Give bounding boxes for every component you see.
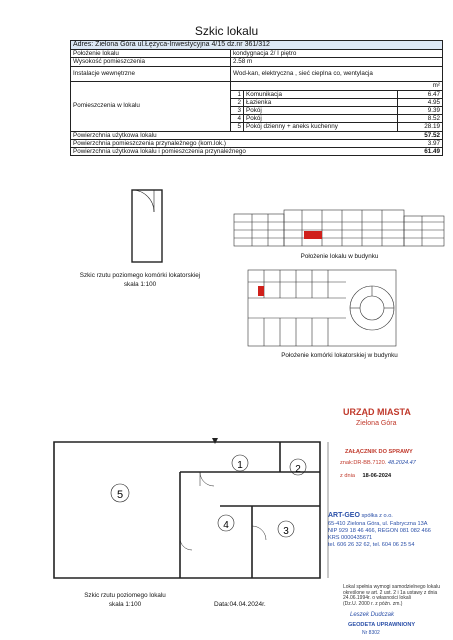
company-stamp bbox=[328, 512, 450, 549]
info-label: Instalacje wewnętrzne bbox=[71, 66, 231, 81]
room-name: Łazienka bbox=[244, 98, 398, 106]
info-value: 2.58 m bbox=[231, 58, 443, 66]
surveyor-note-line: (Dz.U. 2000 r. z późn. zm.) bbox=[343, 600, 403, 607]
surveyor-name: Leszek Dudczak bbox=[350, 612, 395, 618]
total-label: Powierzchnia użytkowa lokalu i pomieszczenia przynależnego bbox=[73, 148, 246, 156]
total-row bbox=[71, 139, 443, 147]
total-value: 57.52 bbox=[424, 131, 440, 139]
total-label: Powierzchnia pomieszczenia przynależnego (kom.lok.) bbox=[73, 139, 226, 147]
company-address: 65-410 Zielona Góra, ul. Fabryczna 13A bbox=[328, 520, 428, 527]
unit-position-marker bbox=[304, 231, 322, 239]
room-label-3: 3 bbox=[283, 526, 289, 537]
document-title: Szkic lokalu bbox=[194, 24, 259, 38]
attachment-date-row bbox=[340, 473, 391, 479]
room-number: 5 bbox=[231, 123, 244, 131]
room-name: Pokój bbox=[244, 106, 398, 114]
unit-info-table bbox=[70, 40, 443, 156]
room-label-5: 5 bbox=[116, 489, 124, 501]
info-row bbox=[71, 58, 443, 66]
info-row bbox=[71, 50, 443, 58]
room-row bbox=[231, 123, 442, 131]
room-area: 8.52 bbox=[398, 115, 443, 123]
company-name: ART-GEO bbox=[328, 512, 360, 519]
surveyor-title: GEODETA UPRAWNIONY bbox=[348, 622, 416, 628]
surveyor-note bbox=[343, 585, 448, 607]
company-suffix: spółka z o.o. bbox=[361, 513, 393, 519]
room-name: Pokój bbox=[244, 115, 398, 123]
room-number: 4 bbox=[231, 115, 244, 123]
building-elevation bbox=[232, 208, 447, 248]
info-value: kondygnacja 2/ I piętro bbox=[231, 50, 443, 58]
info-label: Położenie lokalu bbox=[71, 50, 231, 58]
room-label-2: 2 bbox=[295, 464, 301, 475]
unit-label: m² bbox=[432, 81, 440, 89]
address-row bbox=[71, 41, 443, 50]
total-value: 3.97 bbox=[427, 139, 440, 147]
building-position-caption: Położenie lokalu w budynku bbox=[300, 253, 379, 260]
room-area: 28.19 bbox=[398, 123, 443, 131]
room-name: Pokój dzienny + aneks kuchenny bbox=[244, 123, 398, 131]
room-row bbox=[231, 90, 442, 98]
room-row bbox=[231, 115, 442, 123]
info-value: Wod-kan, elektryczna , sieć cieplna co, wentylacja bbox=[231, 66, 443, 81]
room-label-1: 1 bbox=[237, 460, 243, 471]
surveyor-note-line: 24.06.1994r. o własności lokali bbox=[343, 595, 411, 601]
company-ids: NIP 929 18 46 466, REGON 081 082 466 bbox=[328, 527, 431, 534]
address-cell: Adres: Zielona Góra ul.Łężyca-Inwestycyjna 4/15 dz.nr 361/312 bbox=[71, 41, 443, 50]
unit-floor-plan bbox=[40, 438, 340, 596]
total-label: Powierzchnia użytkowa lokalu bbox=[73, 131, 157, 139]
info-label: Wysokość pomieszczenia bbox=[71, 58, 231, 66]
surveyor-note-line: określone w art. 2 ust. 2 i 1a ustawy z dnia bbox=[343, 589, 438, 596]
plan-sketch-scale: skala 1:100 bbox=[108, 601, 142, 608]
attachment-case-number bbox=[340, 460, 416, 466]
attachment-case-handwritten: 48.2024.47 bbox=[387, 460, 416, 466]
room-row bbox=[231, 98, 442, 106]
room-number: 2 bbox=[231, 98, 244, 106]
attachment-date-label: z dnia bbox=[340, 473, 355, 479]
surveyor-note-line: Lokal spełnia wymogi samodzielnego lokalu bbox=[343, 584, 440, 590]
room-area: 4.95 bbox=[398, 98, 443, 106]
storage-sketch-scale: skala 1:100 bbox=[123, 281, 157, 288]
rooms-table bbox=[231, 82, 442, 131]
rooms-label: Pomieszczenia w lokalu bbox=[71, 81, 231, 131]
office-stamp-title: URZĄD MIASTA bbox=[343, 407, 411, 417]
attachment-case-prefix: znak:DR-BB.7120. bbox=[340, 460, 387, 466]
room-row bbox=[231, 106, 442, 114]
room-number: 3 bbox=[231, 106, 244, 114]
attachment-stamp-title: ZAŁĄCZNIK DO SPRAWY bbox=[345, 449, 413, 455]
info-row bbox=[71, 66, 443, 81]
total-row bbox=[71, 148, 443, 156]
office-stamp-city: Zielona Góra bbox=[356, 420, 397, 427]
storage-cell-sketch bbox=[128, 186, 168, 266]
attachment-date: 18-06-2024 bbox=[362, 473, 392, 479]
room-number: 1 bbox=[231, 90, 244, 98]
surveyor-number: Nr 8302 bbox=[362, 630, 380, 636]
storage-position-marker bbox=[258, 286, 264, 296]
company-phone: tel. 606 26 32 62, tel. 604 06 25 54 bbox=[328, 541, 415, 548]
plan-sketch-caption: Szkic rzutu poziomego lokalu bbox=[84, 592, 166, 599]
room-area: 9.39 bbox=[398, 106, 443, 114]
document-date: Data:04.04.2024r. bbox=[214, 601, 266, 608]
storage-sketch-caption: Szkic rzutu poziomego komórki lokatorskiej bbox=[79, 272, 201, 279]
storage-position-caption: Położenie komórki lokatorskiej w budynku bbox=[281, 352, 398, 359]
room-name: Komunikacja bbox=[244, 90, 398, 98]
rooms-row bbox=[71, 81, 443, 131]
company-krs: KRS 0000435671 bbox=[328, 534, 373, 541]
basement-plan bbox=[246, 268, 398, 348]
room-label-4: 4 bbox=[223, 520, 229, 531]
room-area: 6.47 bbox=[398, 90, 443, 98]
total-row bbox=[71, 131, 443, 139]
total-value: 61.49 bbox=[424, 148, 440, 156]
